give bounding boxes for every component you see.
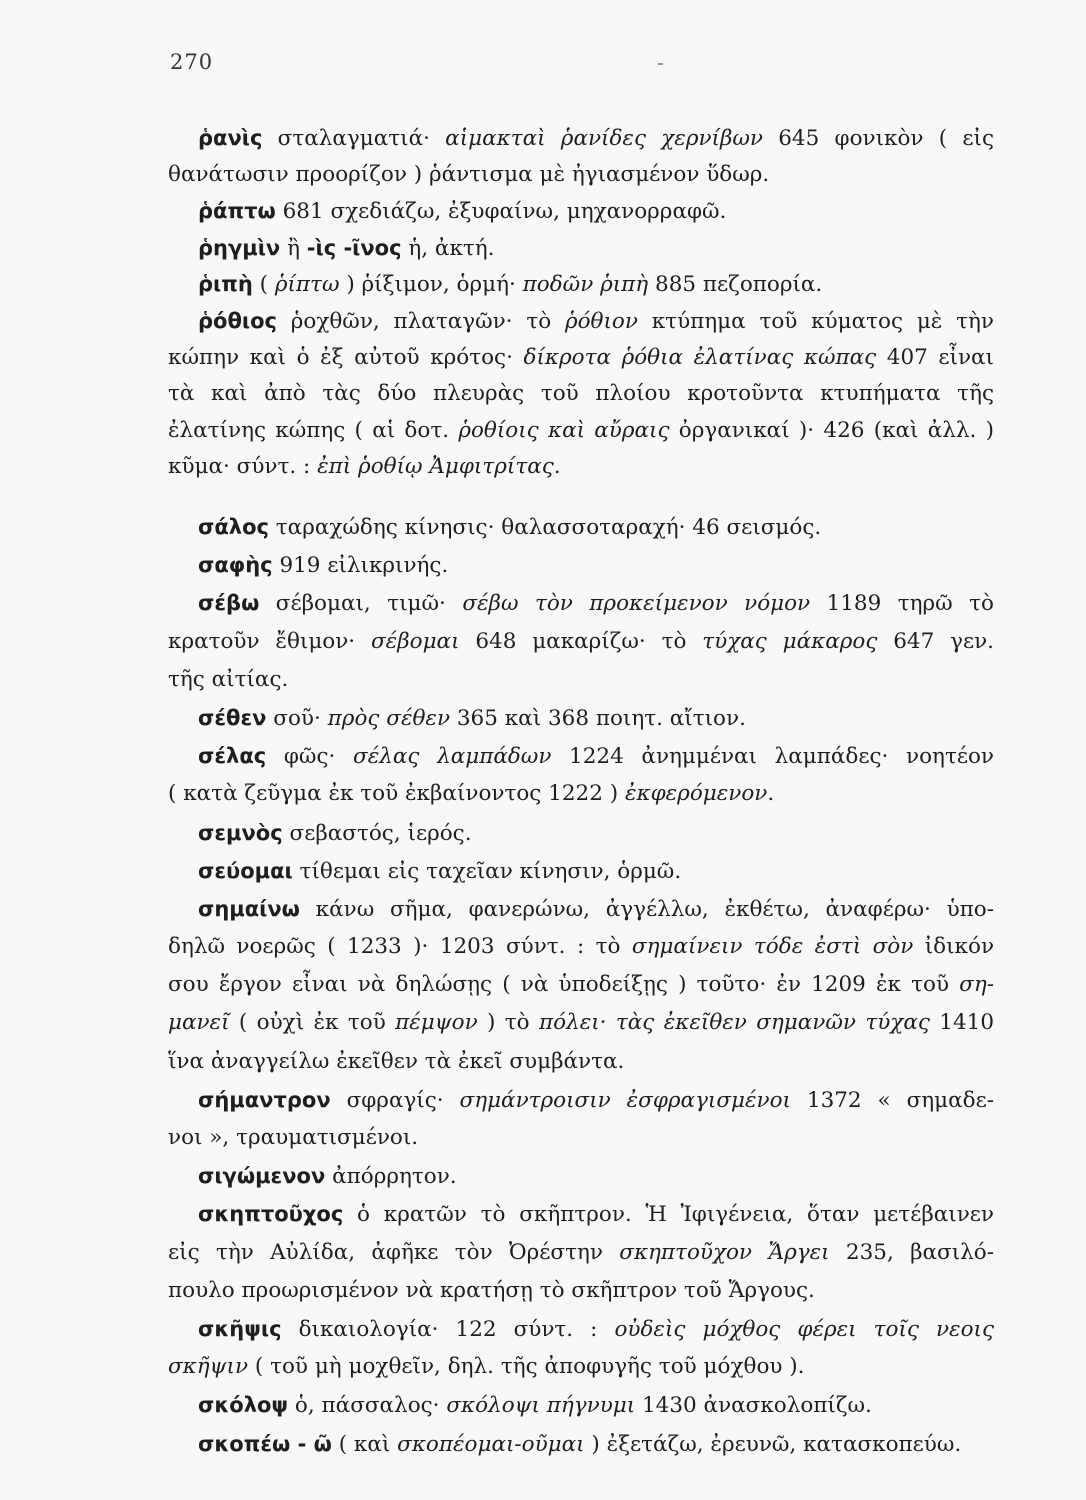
quotation: μανεῖ	[168, 1010, 230, 1036]
definition-text: σου ἔργον εἶναι νὰ δηλώσῃς ( νὰ ὑποδείξῃς ) τοῦτο· ἐν 1209 ἐκ τοῦ	[168, 972, 960, 998]
definition-text: ὀργανικαί )· 426 (καὶ ἀλλ. )	[669, 417, 994, 443]
definition-text: ( κατὰ ζεῦγμα ἐκ τοῦ ἐκβαίνοντος 1222 )	[168, 781, 625, 807]
definition-text: ἡ, ἀκτή.	[401, 235, 495, 261]
definition-text: τὰ καὶ ἀπὸ τὰς δύο πλευρὰς τοῦ πλοίου κροτοῦντα κτυπήματα τῆς	[168, 381, 994, 407]
definition-text: 1372 « σημαδε-	[790, 1087, 994, 1113]
entry-line	[168, 966, 994, 1004]
definition-text: 681 σχεδιάζω, ἐξυφαίνω, μηχανορραφῶ.	[275, 199, 727, 225]
headword: ῥόθιος	[198, 308, 277, 333]
headword: ῥιπὴ	[198, 272, 253, 297]
entry-line	[168, 737, 994, 775]
headword: σκοπέω - ῶ	[198, 1431, 332, 1456]
definition-text: θανάτωσιν προορίζον ) ῥάντισμα μὲ ἠγιασμένον ὕδωρ.	[168, 161, 770, 187]
definition-text: τῆς αἰτίας.	[168, 666, 289, 692]
entry-line	[168, 413, 994, 450]
definition-text: κάνω σῆμα, φανερώνω, ἀγγέλλω, ἐκθέτω, ἀναφέρω· ὑπο-	[299, 896, 994, 922]
quotation: σκόλοψι πήγνυμι	[446, 1393, 636, 1419]
definition-text: ἀπόρρητον.	[325, 1164, 457, 1190]
entry-line	[168, 1348, 994, 1386]
definition-text: 1224 ἀνημμέναι λαμπάδες· νοητέον	[551, 744, 994, 770]
entry-line	[168, 1234, 994, 1272]
quotation: ση-	[959, 972, 994, 998]
headword: σέβω	[198, 591, 260, 616]
definition-text: 647 γεν.	[877, 628, 994, 654]
definition-text: ἰδικόν	[913, 934, 994, 960]
dictionary-entry	[168, 303, 994, 486]
definition-text: ) τὸ	[477, 1010, 540, 1036]
definition-text: ( καὶ	[331, 1431, 398, 1457]
entry-line	[168, 623, 994, 661]
entry-line	[168, 661, 994, 699]
headword: σιγώμενον	[198, 1164, 326, 1189]
headword: ῥάπτω	[198, 199, 276, 224]
sigma-entries-block	[168, 508, 994, 1463]
definition-text: ἢ	[280, 235, 307, 261]
definition-text: 365 καὶ 368 ποιητ. αἴτιον.	[450, 705, 746, 731]
entry-line	[168, 1195, 994, 1233]
dictionary-entry	[168, 508, 994, 546]
definition-text: 1189 τηρῶ τὸ	[810, 591, 994, 617]
scan-mark	[658, 63, 663, 65]
entry-line	[168, 852, 994, 890]
definition-text: εἰς τὴν Αὐλίδα, ἀφῆκε τὸν Ὀρέστην	[168, 1239, 620, 1265]
quotation: πέμψον	[395, 1010, 478, 1036]
headword: σεμνὸς	[198, 820, 283, 845]
entry-line	[168, 890, 994, 928]
dictionary-entry	[168, 737, 994, 813]
quotation: πρὸς σέθεν	[327, 705, 451, 731]
entry-line	[168, 120, 994, 157]
definition-text: 1430 ἀνασκολοπίζω.	[635, 1393, 872, 1419]
definition-text: σοῦ·	[266, 705, 328, 731]
headword: ῥανὶς	[198, 126, 263, 150]
entry-line	[168, 266, 994, 303]
quotation: ῥόθιον	[564, 308, 638, 334]
definition-text: 1410	[929, 1010, 994, 1036]
headword: ῥηγμὶν	[198, 235, 281, 260]
entry-line	[168, 376, 994, 413]
headword: σεύομαι	[198, 858, 293, 883]
quotation: τύχας μάκαρος	[702, 628, 878, 654]
dictionary-entry	[168, 1195, 994, 1310]
entry-line	[168, 157, 994, 194]
dictionary-entry	[168, 1425, 994, 1463]
rho-entries-block	[168, 120, 994, 486]
dictionary-entry	[168, 1386, 994, 1424]
headword: σαφὴς	[198, 553, 273, 578]
definition-text: τίθεμαι εἰς ταχεῖαν κίνησιν, ὁρμῶ.	[292, 858, 682, 884]
quotation: αἱμακταὶ ῥανίδες χερνίβων	[445, 126, 763, 151]
dictionary-entry	[168, 1081, 994, 1157]
quotation: ἐκφερόμενον	[624, 781, 768, 807]
dictionary-entry	[168, 1157, 994, 1195]
definition-text: κρατοῦν ἔθιμον·	[168, 628, 371, 654]
entry-line	[168, 584, 994, 622]
quotation: ῥίπτω	[274, 272, 340, 298]
page-number: 270	[170, 50, 214, 74]
definition-text: ταραχώδης κίνησις· θαλασσοταραχή· 46 σεισμός.	[268, 515, 822, 540]
definition-text: σέβομαι, τιμῶ·	[259, 591, 463, 617]
headword: σκόλοψ	[198, 1393, 289, 1418]
dictionary-entry	[168, 890, 994, 1081]
entry-line	[168, 928, 994, 966]
entry-line	[168, 699, 994, 737]
quotation: οὐδεὶς μόχθος φέρει τοῖς νεοις	[614, 1316, 994, 1342]
definition-text: δικαιολογία· 122 σύντ. :	[281, 1316, 615, 1342]
dictionary-entry	[168, 230, 994, 267]
dictionary-entry	[168, 584, 994, 699]
definition-text: ἵνα ἀναγγείλω ἐκεῖθεν τὰ ἐκεῖ συμβάντα.	[168, 1048, 625, 1074]
entry-line	[168, 193, 994, 230]
definition-text: .	[553, 454, 561, 480]
headword: σκῆψις	[198, 1316, 282, 1341]
quotation: σημάντροισιν ἐσφραγισμένοι	[459, 1087, 791, 1113]
headword: σέλας	[198, 744, 267, 769]
quotation: ποδῶν ῥιπὴ	[522, 272, 649, 298]
definition-text: ἐλατίνης κώπης ( αἱ δοτ.	[168, 417, 459, 443]
quotation: σημαίνειν τόδε ἐστὶ σὸν	[631, 934, 914, 960]
definition-text: σεβαστός, ἱερός.	[282, 820, 472, 846]
dictionary-entry	[168, 699, 994, 737]
entry-line	[168, 449, 994, 486]
headword: -ὶς -ῖνος	[306, 235, 402, 260]
definition-text: 407 εἶναι	[876, 344, 994, 370]
definition-text: ( οὐχὶ ἐκ τοῦ	[229, 1010, 396, 1036]
definition-text: σταλαγματιά·	[262, 126, 446, 151]
definition-text: ) ἐξετάζω, ἐρευνῶ, κατασκοπεύω.	[584, 1431, 962, 1457]
definition-text: ( τοῦ μὴ μοχθεῖν, δηλ. τῆς ἀποφυγῆς τοῦ μόχθου ).	[248, 1354, 805, 1380]
quotation: σκοπέομαι-οῦμαι	[397, 1431, 585, 1457]
quotation: σέβω τὸν προκείμενον νόμον	[462, 591, 811, 617]
entry-line	[168, 1157, 994, 1195]
entry-line	[168, 775, 994, 813]
definition-text: 235, βασιλό-	[829, 1239, 994, 1265]
entry-line	[168, 1119, 994, 1157]
quotation: δίκροτα ῥόθια ἐλατίνας κώπας	[523, 344, 877, 370]
definition-text: κώπην καὶ ὁ ἐξ αὐτοῦ κρότος·	[168, 344, 524, 370]
definition-text: κτύπημα τοῦ κύματος μὲ τὴν	[637, 308, 994, 334]
dictionary-entry	[168, 193, 994, 230]
definition-text: 648 μακαρίζω· τὸ	[459, 628, 703, 654]
entry-line	[168, 1386, 994, 1424]
headword: σέθεν	[198, 705, 267, 730]
headword: σημαίνω	[198, 896, 300, 921]
definition-text: (	[252, 272, 275, 298]
entry-line	[168, 1272, 994, 1310]
entry-line	[168, 230, 994, 267]
quotation: σέβομαι	[370, 628, 460, 654]
dictionary-entry	[168, 1310, 994, 1386]
quotation: σκῆψιν	[168, 1354, 249, 1380]
definition-text: 919 εἰλικρινής.	[272, 553, 449, 579]
quotation: ἐπὶ ῥοθίῳ Ἀμφιτρίτας	[317, 454, 554, 480]
dictionary-entry	[168, 266, 994, 303]
entry-line	[168, 1310, 994, 1348]
dictionary-entry	[168, 814, 994, 852]
entry-line	[168, 814, 994, 852]
definition-text: ὁ, πάσσαλος·	[288, 1393, 447, 1419]
entry-line	[168, 1425, 994, 1463]
quotation: ῥοθίοις καὶ αὔραις	[458, 417, 670, 443]
definition-text: 645 φονικὸν ( εἰς	[762, 126, 994, 151]
entry-line	[168, 546, 994, 584]
entry-line	[168, 1004, 994, 1042]
definition-text: 885 πεζοπορία.	[648, 272, 823, 298]
dictionary-entry	[168, 546, 994, 584]
entry-line	[168, 1081, 994, 1119]
quotation: σέλας λαμπάδων	[353, 744, 552, 770]
definition-text: ῥοχθῶν, πλαταγῶν· τὸ	[276, 308, 565, 334]
definition-text: κῦμα· σύντ. :	[168, 454, 318, 480]
definition-text: .	[767, 781, 775, 807]
headword: σκηπτοῦχος	[198, 1202, 344, 1227]
quotation: πόλει· τὰς ἐκεῖθεν σημανῶν τύχας	[539, 1010, 930, 1036]
headword: σάλος	[198, 515, 269, 539]
definition-text: πουλο προωρισμένον νὰ κρατήσῃ τὸ σκῆπτρον τοῦ Ἄργους.	[168, 1277, 815, 1303]
entry-line	[168, 508, 994, 546]
definition-text: δηλῶ νοερῶς ( 1233 )· 1203 σύντ. : τὸ	[168, 934, 632, 960]
definition-text: σφραγίς·	[330, 1087, 460, 1113]
definition-text: ὁ κρατῶν τὸ σκῆπτρον. Ἡ Ἰφιγένεια, ὅταν μετέβαινεν	[343, 1202, 994, 1228]
dictionary-entry	[168, 120, 994, 193]
quotation: σκηπτοῦχον Ἄργει	[619, 1239, 830, 1265]
entry-line	[168, 303, 994, 340]
definition-text: νοι », τραυματισμένοι.	[168, 1125, 419, 1150]
definition-text: ) ῥίξιμον, ὁρμή·	[339, 272, 523, 298]
definition-text: φῶς·	[266, 744, 354, 770]
dictionary-entry	[168, 852, 994, 890]
headword: σήμαντρον	[198, 1087, 331, 1112]
entry-line	[168, 340, 994, 377]
entry-line	[168, 1043, 994, 1081]
